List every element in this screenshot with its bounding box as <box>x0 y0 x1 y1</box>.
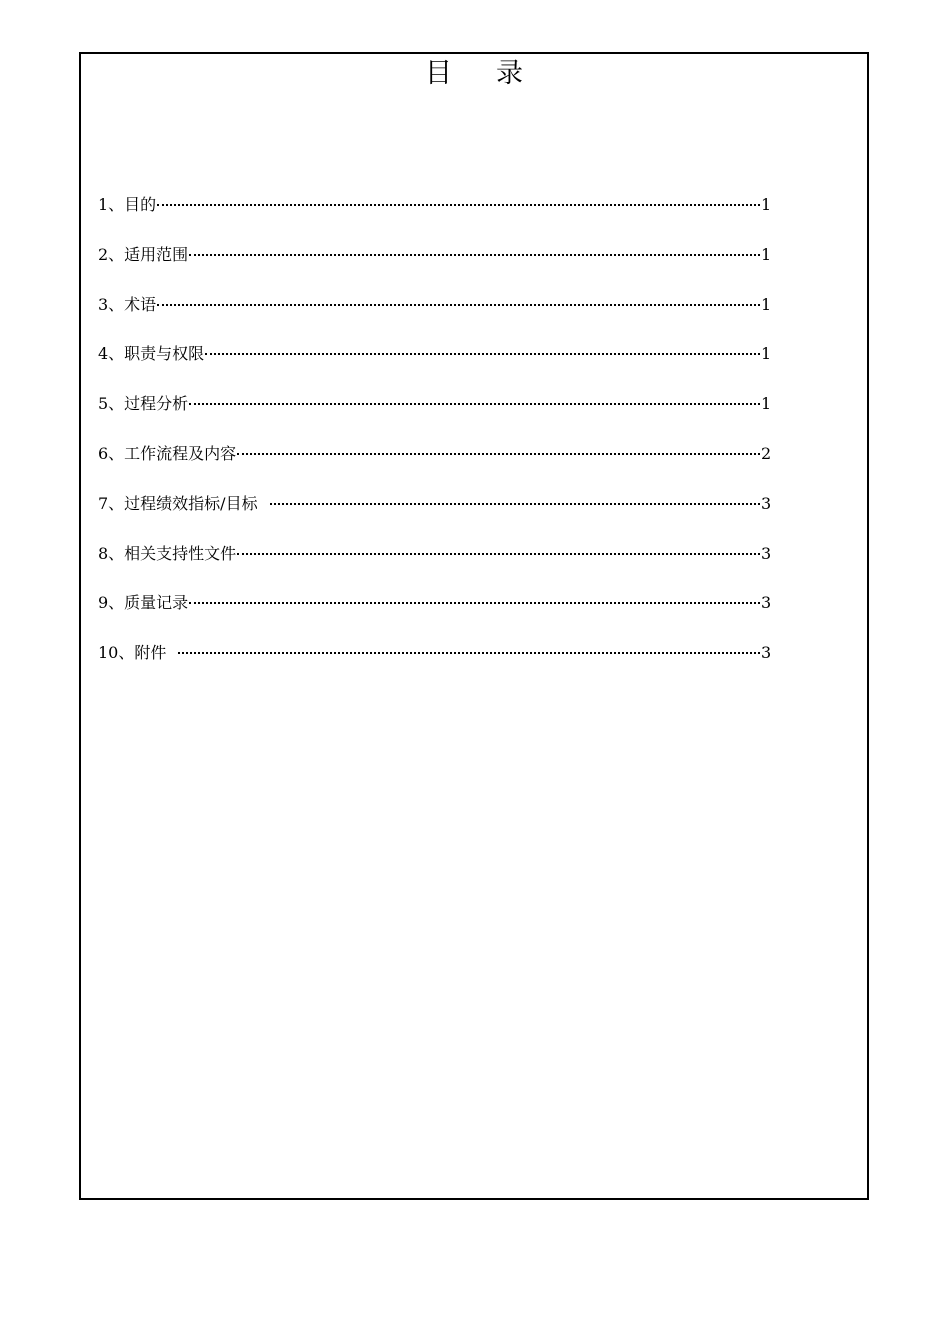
toc-entry-workflow[interactable] <box>98 439 771 489</box>
toc-entry-label: 5、过程分析 <box>98 394 189 414</box>
toc-entry-label: 9、质量记录 <box>98 593 189 613</box>
toc-entry-terms[interactable] <box>98 290 771 340</box>
toc-page-number: 2 <box>761 443 772 463</box>
toc-entry-label: 10、附件 <box>98 643 167 663</box>
dot-leader <box>237 539 760 559</box>
toc-page-number: 3 <box>761 593 772 613</box>
toc-page-number: 1 <box>761 344 772 364</box>
dot-leader <box>157 190 760 210</box>
title-char-1: 目 <box>425 58 452 89</box>
toc-entry-label: 6、工作流程及内容 <box>98 443 237 463</box>
toc-entry-process-analysis[interactable] <box>98 389 771 439</box>
page-frame <box>79 52 869 1200</box>
table-of-contents <box>98 190 771 688</box>
toc-entry-label: 3、术语 <box>98 294 157 314</box>
toc-entry-performance-indicators[interactable] <box>98 489 771 539</box>
dot-leader <box>189 240 760 260</box>
toc-page-number: 1 <box>761 195 772 214</box>
page-title <box>81 57 867 91</box>
toc-page-number: 1 <box>761 394 772 414</box>
toc-entry-purpose[interactable] <box>98 190 771 240</box>
toc-entry-supporting-documents[interactable] <box>98 539 771 589</box>
toc-page-number: 3 <box>761 643 772 663</box>
toc-page-number: 3 <box>761 493 772 513</box>
toc-entry-attachments[interactable] <box>98 638 771 688</box>
dot-leader <box>189 588 760 608</box>
toc-entry-label: 2、适用范围 <box>98 244 189 264</box>
dot-leader <box>189 389 760 409</box>
toc-entry-label: 1、目的 <box>98 195 157 214</box>
toc-entry-scope[interactable] <box>98 240 771 290</box>
toc-entry-responsibilities[interactable] <box>98 339 771 389</box>
toc-entry-label: 7、过程绩效指标/目标 <box>98 493 258 513</box>
dot-leader <box>157 290 760 310</box>
toc-entry-label: 4、职责与权限 <box>98 344 205 364</box>
dot-leader <box>205 339 760 359</box>
title-char-2: 录 <box>496 58 523 89</box>
toc-page-number: 1 <box>761 244 772 264</box>
toc-page-number: 1 <box>761 294 772 314</box>
toc-entry-label: 8、相关支持性文件 <box>98 543 237 563</box>
dot-leader <box>237 439 760 459</box>
dot-leader <box>178 638 760 658</box>
dot-leader <box>270 489 760 509</box>
toc-entry-quality-records[interactable] <box>98 588 771 638</box>
toc-page-number: 3 <box>761 543 772 563</box>
